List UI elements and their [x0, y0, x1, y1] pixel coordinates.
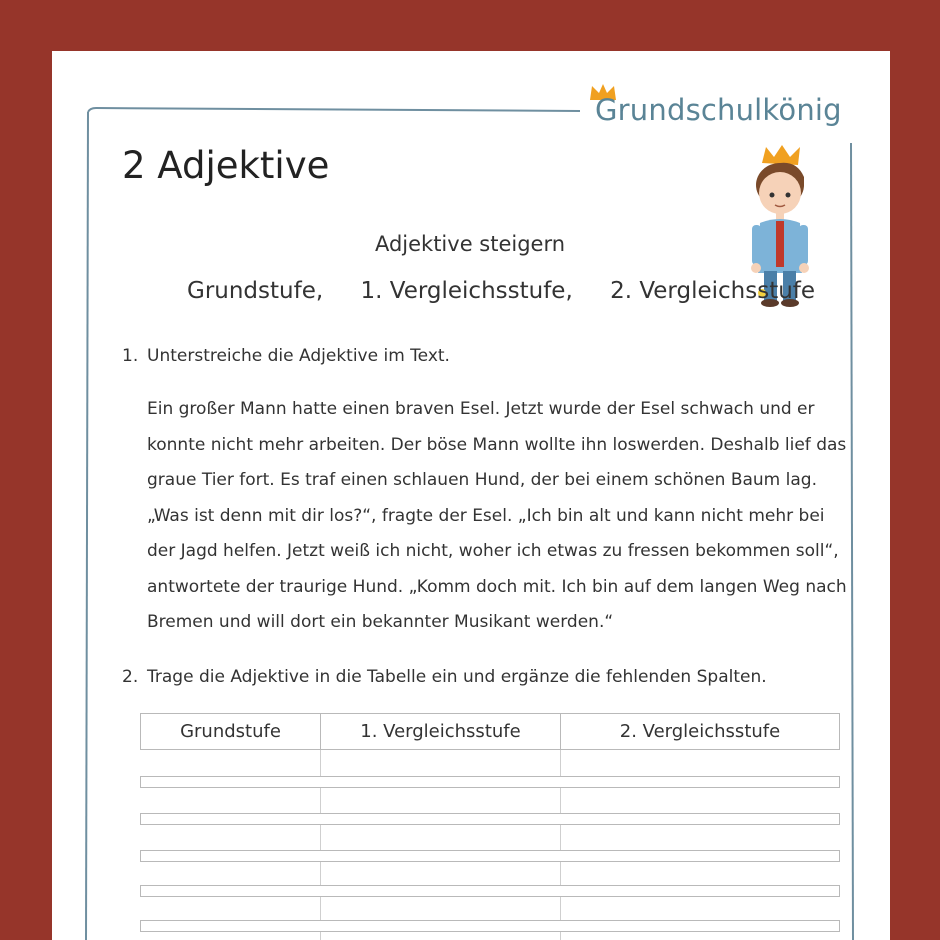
stage-superlative: 2. Vergleichsstufe — [610, 278, 816, 304]
table-row[interactable] — [140, 776, 840, 788]
table-row[interactable] — [140, 885, 840, 897]
adjective-table-header — [140, 713, 840, 750]
table-row[interactable] — [140, 850, 840, 862]
table-row[interactable] — [140, 920, 840, 932]
task-number: 1. — [122, 346, 139, 366]
story-line: „Was ist denn mit dir los?“, fragte der Esel. „Ich bin alt und kann nicht mehr bei — [147, 505, 825, 526]
story-line: antwortete der traurige Hund. „Komm doch mit. Ich bin auf dem langen Weg nach — [147, 576, 847, 597]
story-line: Ein großer Mann hatte einen braven Esel. Jetzt wurde der Esel schwach und er — [147, 399, 815, 419]
story-line: graue Tier fort. Es traf einen schlauen Hund, der bei einem schönen Baum lag. — [147, 470, 817, 490]
brand-logo: Grundschulkönig — [595, 93, 842, 127]
worksheet-subtitle — [0, 232, 940, 256]
subtitle-text: Adjektive steigern — [374, 232, 566, 256]
task-number: 2. — [122, 667, 139, 687]
story-line: Bremen und will dort ein bekannter Musikant werden.“ — [147, 612, 614, 632]
task-text: Unterstreiche die Adjektive im Text. — [147, 346, 450, 366]
comparison-stages — [187, 278, 845, 304]
table-row[interactable] — [140, 813, 840, 825]
story-line: konnte nicht mehr arbeiten. Der böse Mann wollte ihn loswerden. Deshalb lief das — [147, 434, 847, 455]
story-line: der Jagd helfen. Jetzt weiß ich nicht, woher ich etwas zu fressen bekommen soll“, — [147, 541, 839, 561]
page-title: 2 Adjektive — [122, 144, 330, 187]
task-2 — [122, 667, 767, 687]
task-1 — [122, 346, 450, 366]
stage-base: Grundstufe, — [187, 278, 324, 304]
task-text: Trage die Adjektive in die Tabelle ein und ergänze die fehlenden Spalten. — [147, 667, 767, 687]
header-base: Grundstufe — [141, 714, 321, 749]
stage-comparative: 1. Vergleichsstufe, — [360, 278, 573, 304]
header-comparative: 1. Vergleichsstufe — [321, 714, 561, 749]
header-superlative: 2. Vergleichsstufe — [619, 721, 781, 742]
story-text — [147, 392, 847, 641]
